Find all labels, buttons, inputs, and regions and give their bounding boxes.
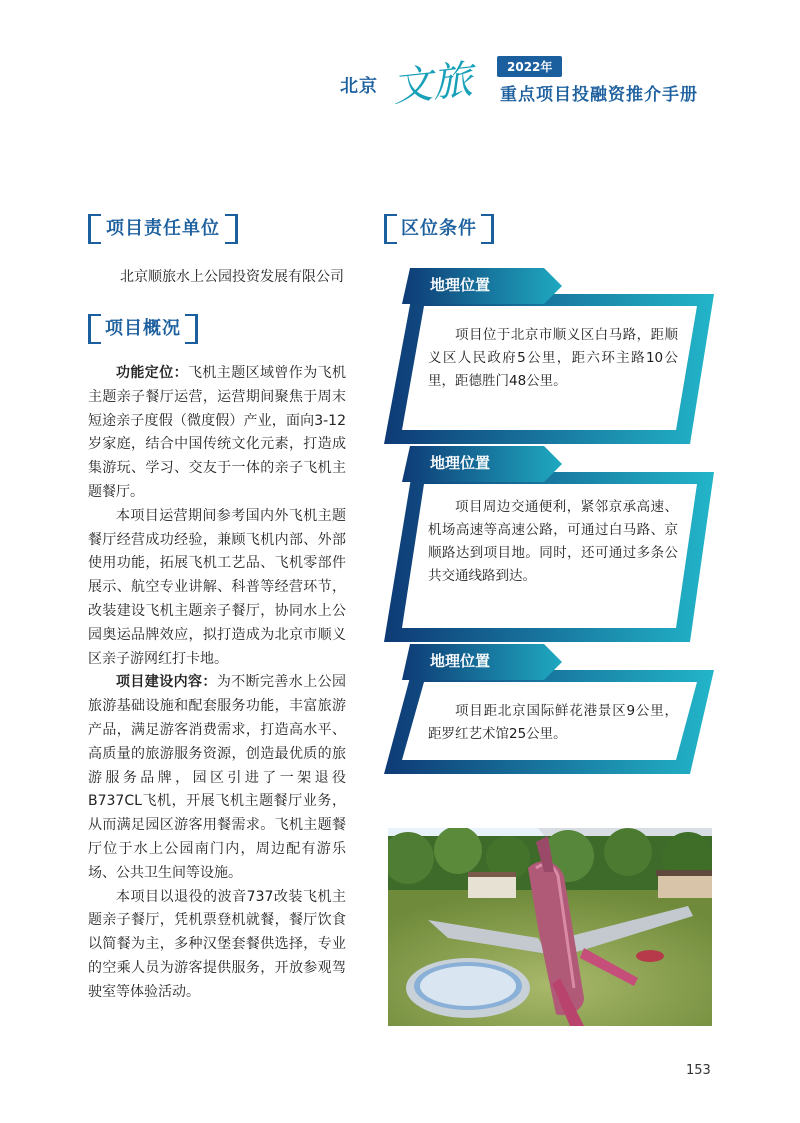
location-card-2-tab	[402, 446, 562, 482]
section-heading-responsible	[88, 214, 238, 244]
location-card-3-label: 地理位置	[430, 652, 491, 670]
overview-text-function: 飞机主题区域曾作为飞机主题亲子餐厅运营，运营期间聚焦于周末短途亲子度假（微度假）产业，面向3-12岁家庭，结合中国传统文化元素，打造成集游玩、学习、交友于一体的亲子飞机主题餐厅。	[88, 365, 346, 500]
header-year-badge: 2022年	[497, 56, 562, 77]
overview-paragraph-2: 本项目运营期间参考国内外飞机主题餐厅经营成功经验，兼顾飞机内部、外部使用功能，拓展飞机工艺品、飞机零部件展示、航空专业讲解、科普等经营环节，改装建设飞机主题亲子餐厅，协同水上公园奥运品牌效应，拟打造成为北京市顺义区亲子游网红打卡地。	[88, 507, 346, 667]
section-heading-overview	[88, 314, 198, 344]
overview-paragraph-4: 本项目以退役的波音737改装飞机主题亲子餐厅，凭机票登机就餐，餐厅饮食以简餐为主，多种汉堡套餐供选择，专业的空乘人员为游客提供服务，开放参观驾驶室等体验活动。	[88, 888, 346, 1000]
section-heading-responsible-text: 项目责任单位	[106, 218, 220, 239]
page-number: 153	[686, 1063, 711, 1078]
overview-label-function: 功能定位：	[116, 365, 188, 381]
location-card-1-tab	[402, 268, 562, 304]
header-city: 北京	[340, 76, 378, 97]
location-card-1-text: 项目位于北京市顺义区白马路，距顺义区人民政府5公里，距六环主路10公里，距德胜门48公里。	[428, 327, 678, 389]
section-heading-location-text: 区位条件	[401, 218, 477, 239]
header-subtitle: 重点项目投融资推介手册	[500, 85, 698, 105]
overview-text-construction: 为不断完善水上公园旅游基础设施和配套服务功能，丰富旅游产品，满足游客消费需求，打造高水平、高质量的旅游服务资源，创造最优质的旅游服务品牌，园区引进了一架退役B737CL飞机，开展飞机主题餐厅业务，从而满足园区游客用餐需求。飞机主题餐厅位于水上公园南门内，周边配有游乐场、公共卫生间等设施。	[88, 674, 347, 881]
location-card-2-text: 项目周边交通便利，紧邻京承高速、机场高速等高速公路，可通过白马路、京顺路达到项目地。同时，还可通过多条公共交通线路到达。	[428, 499, 678, 584]
overview-body	[88, 362, 346, 1005]
section-heading-overview-text: 项目概况	[105, 318, 181, 339]
header-logo	[340, 58, 740, 128]
location-card-2-label: 地理位置	[430, 454, 491, 472]
overview-label-construction: 项目建设内容：	[116, 674, 217, 691]
airplane-restaurant-photo	[388, 828, 712, 1026]
header-script-title: 文旅	[390, 56, 475, 112]
location-card-1-label: 地理位置	[430, 276, 491, 294]
overview-paragraph-1	[88, 362, 346, 505]
section-heading-location	[384, 214, 494, 244]
responsible-unit-name: 北京顺旅水上公园投资发展有限公司	[120, 269, 344, 285]
location-card-3	[384, 644, 714, 774]
location-card-3-text: 项目距北京国际鲜花港景区9公里，距罗红艺术馆25公里。	[428, 703, 678, 742]
location-card-2	[384, 446, 714, 646]
location-card-1	[384, 268, 714, 448]
overview-paragraph-3	[88, 671, 346, 885]
location-card-3-tab	[402, 644, 562, 680]
